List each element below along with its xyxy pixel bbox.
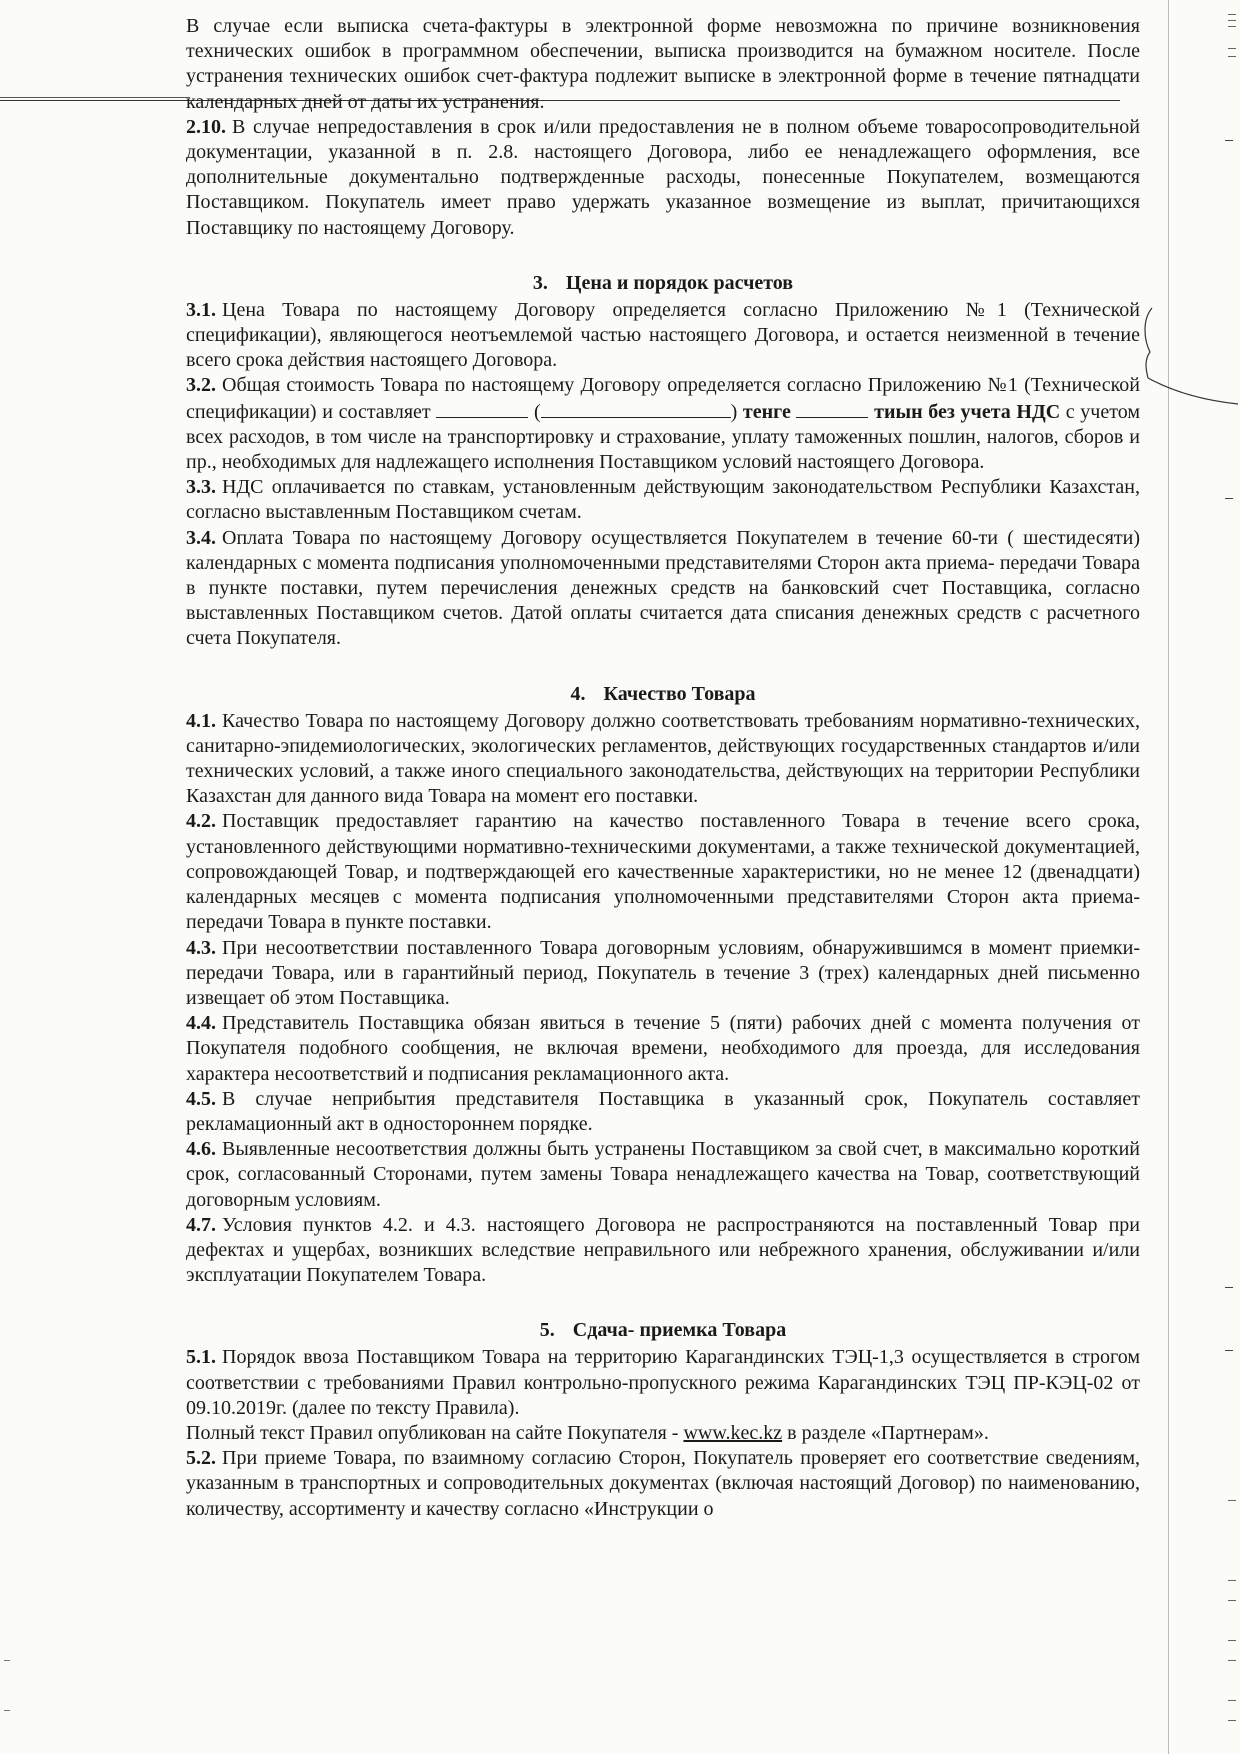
margin-mark [1225,1350,1233,1351]
document-body [186,14,1140,1522]
paragraph-2-9-tail: В случае если выписка счета-фактуры в электронной форме невозможна по причине возникновения технических ошибок в программном обеспечении, выписка производится на бумажном носителе. После устранения технических ошибок счет-фактура подлежит выписке в электронной форме в течение пятнадцати календарных дней от даты их устранения. [186,15,1140,113]
paragraph-4-2: 4.2. Поставщик предоставляет гарантию на качество поставленного Товара в течение всего срока, установленного действующими нормативно-техническими документами, а также технической документацией, сопровождающей Товар, и подтверждающей его качественные характеристики, но не менее 12 (двенадцати) календарных месяцев с момента подписания уполномоченными представителями Сторон акта приема-передачи Товара в пункте поставки. [186,810,1140,934]
paragraph-4-3: 4.3. При несоответствии поставленного Товара договорным условиям, обнаружившимся в момент приемки-передачи Товара, или в гарантийный период, Покупатель в течение 3 (трех) календарных дней письменно извещает об этом Поставщика. [186,936,1140,1009]
scan-tick [1228,1640,1236,1641]
scan-tick [1228,1580,1236,1581]
amount-blank[interactable] [436,399,528,418]
scan-tick [1228,1700,1236,1701]
scan-tick [1228,14,1236,15]
paragraph-number: 2.10. [186,115,226,138]
paragraph-5-1-site: Полный текст Правил опубликован на сайте Покупателя - www.kec.kz в разделе «Партнерам». [186,1421,989,1444]
paragraph-4-4: 4.4. Представитель Поставщика обязан явиться в течение 5 (пяти) рабочих дней с момента получения от Покупателя подобного сообщения, не включая времени, необходимого для проезда, для исследования характера несоответствий и подписания рекламационного акта. [186,1012,1140,1085]
scan-tick-left [4,1710,10,1711]
handwritten-bracket-mark [1140,300,1240,420]
section-heading-4: 4. Качество Товара [570,682,756,705]
paragraph-3-1: 3.1. Цена Товара по настоящему Договору определяется согласно Приложению №1 (Технической спецификации), являющегося неотъемлемой частью настоящего Договора, и остается неизменной в течение всего срока действия настоящего Договора. [186,298,1140,372]
section-heading-3: 3. Цена и порядок расчетов [532,271,794,294]
scan-tick [1228,1500,1236,1501]
paragraph-4-7: 4.7. Условия пунктов 4.2. и 4.3. настоящего Договора не распространяются на поставленный Товар при дефектах и ущербах, возникших вследствие неправильного или небрежного хранения, обслуживании и/или эксплуатации Покупателем Товара. [186,1213,1140,1287]
tiyn-blank[interactable] [796,399,868,418]
paragraph-5-2: 5.2. При приеме Товара, по взаимному согласию Сторон, Покупатель проверяет его соответствие сведениям, указанным в транспортных и сопроводительных документах (включая настоящий Договор) по наименованию, количеству, ассортименту и качеству согласно «Инструкции о [186,1447,1140,1520]
margin-mark [1225,1287,1233,1288]
site-link[interactable]: www.kec.kz [683,1421,783,1444]
paragraph-4-1: 4.1. Качество Товара по настоящему Договору должно соответствовать требованиям нормативно-технических, санитарно-эпидемиологических, экологических регламентов, действующих государственных стандартов и/или технических условий, а также иного специального законодательства, действующих на территории Республики Казахстан для данного вида Товара на момент его поставки. [186,709,1140,808]
scan-tick [1228,1600,1236,1601]
scan-tick [1228,56,1236,57]
scan-margin-line [1168,0,1169,1754]
paragraph-5-1: 5.1. Порядок ввоза Поставщиком Товара на территорию Карагандинских ТЭЦ-1,3 осуществляется в строгом соответствии с требованиями Правил контрольно-пропускного режима Карагандинских ТЭЦ ПР-КЭЦ-02 от 09.10.2019г. (далее по тексту Правила). [186,1346,1140,1419]
section-heading-5: 5. Сдача- приемка Товара [539,1319,787,1342]
amount-words-blank[interactable] [541,399,731,418]
paragraph-3-3: 3.3. НДС оплачивается по ставкам, установленным действующим законодательством Республики Казахстан, согласно выставленным Поставщиком счетам. [186,476,1140,524]
margin-mark [1225,140,1233,141]
scan-tick [1228,1660,1236,1661]
paragraph-3-4: 3.4. Оплата Товара по настоящему Договору осуществляется Покупателем в течение 60-ти ( шестидесяти) календарных с момента подписания уполномоченными представителями Сторон акта приема- передачи Товара в пункте поставки, путем перечисления денежных средств на банковский счет Поставщика, согласно выставленных Поставщиком счетов. Датой оплаты считается дата списания денежных средств с расчетного счета Покупателя. [186,526,1140,650]
scan-tick [1228,48,1236,49]
paragraph-4-6: 4.6. Выявленные несоответствия должны быть устранены Поставщиком за свой счет, в максимально короткий срок, согласованный Сторонами, путем замены Товара ненадлежащего качества на Товар, соответствующий договорным условиям. [186,1138,1140,1211]
paragraph-2-10: 2.10. В случае непредоставления в срок и/или предоставления не в полном объеме товаросопроводительной документации, указанной в п. 2.8. настоящего Договора, либо ее ненадлежащего оформления, все дополнительные документально подтвержденные расходы, понесенные Покупателем, возмещаются Поставщиком. Покупатель имеет право удержать указанное возмещение из выплат, причитающихся Поставщику по настоящему Договору. [186,115,1140,239]
scan-tick [1228,1720,1236,1721]
scan-tick [1228,26,1236,27]
paragraph-3-2: 3.2. Общая стоимость Товара по настоящему Договору определяется согласно Приложению №1 (Технической спецификации) и составляет ( ) тенге тиын без учета НДС с учетом всех расходов, в том числе на транспортировку и страхование, уплату таможенных пошлин, налогов, сборов и пр., необходимых для надлежащего исполнения Поставщиком условий настоящего Договора. [186,374,1140,474]
margin-mark [1225,498,1233,499]
scan-tick [1228,20,1236,21]
paragraph-4-5: 4.5. В случае неприбытия представителя Поставщика в указанный срок, Покупатель составляет рекламационный акт в одностороннем порядке. [186,1087,1140,1135]
scan-tick-left [4,1660,10,1661]
scan-line-left [0,97,190,98]
